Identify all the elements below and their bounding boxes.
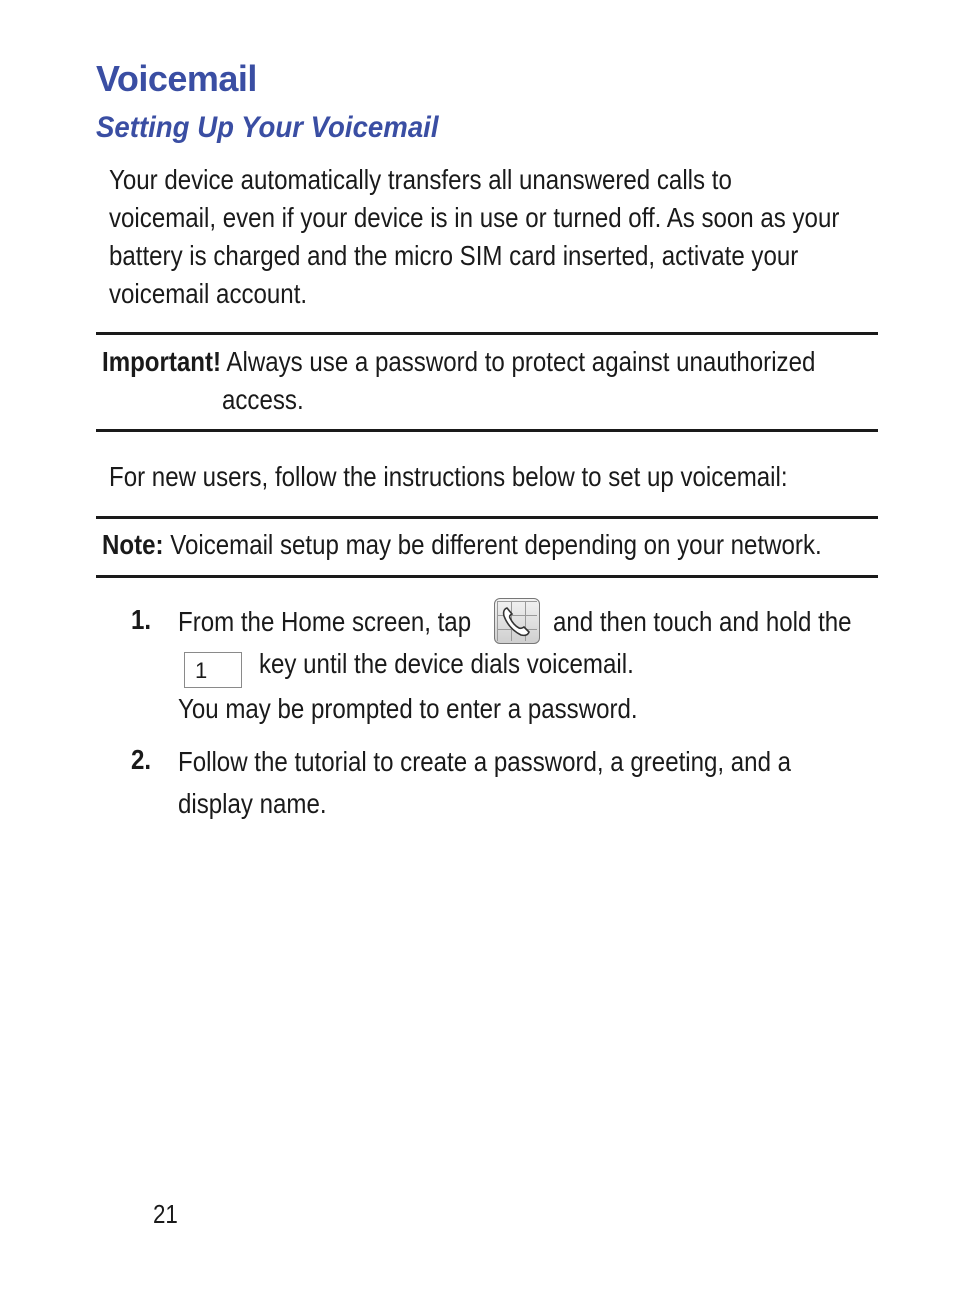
step-number: 2. — [131, 744, 152, 775]
note-top-rule — [96, 516, 878, 519]
important-text: Always use a password to protect against unauthorized — [226, 346, 816, 377]
step-2-text: Follow the tutorial to create a password, a greeting, and a display name. — [178, 746, 792, 819]
step-1-followup: You may be prompted to enter a password. — [178, 693, 638, 724]
phone-icon — [494, 598, 540, 644]
important-callout — [102, 343, 932, 381]
section-title: Setting Up Your Voicemail — [96, 111, 439, 144]
important-text-continued: access. — [222, 384, 304, 415]
page-number: 21 — [153, 1199, 178, 1229]
step-1-text-a: From the Home screen, tap — [178, 606, 472, 637]
important-label: Important! — [102, 346, 222, 377]
new-users-text: For new users, follow the instructions below to set up voicemail: — [109, 461, 788, 492]
step-1-text-c: key until the device dials voicemail. — [259, 648, 634, 679]
note-text: Voicemail setup may be different depending on your network. — [170, 529, 822, 560]
step-1-text-b: and then touch and hold the — [553, 606, 852, 637]
note-bottom-rule — [96, 575, 878, 578]
note-callout — [102, 526, 939, 564]
number-1-key: 1 — [184, 652, 242, 688]
page-title: Voicemail — [96, 58, 257, 99]
note-label: Note: — [102, 529, 164, 560]
step-number: 1. — [131, 604, 152, 635]
intro-paragraph: Your device automatically transfers all unanswered calls to voicemail, even if your device is in use or turned off. As soon as your battery is charged and the micro SIM card inserted, activate your voicemail account. — [109, 164, 840, 309]
important-bottom-rule — [96, 429, 878, 432]
important-top-rule — [96, 332, 878, 335]
